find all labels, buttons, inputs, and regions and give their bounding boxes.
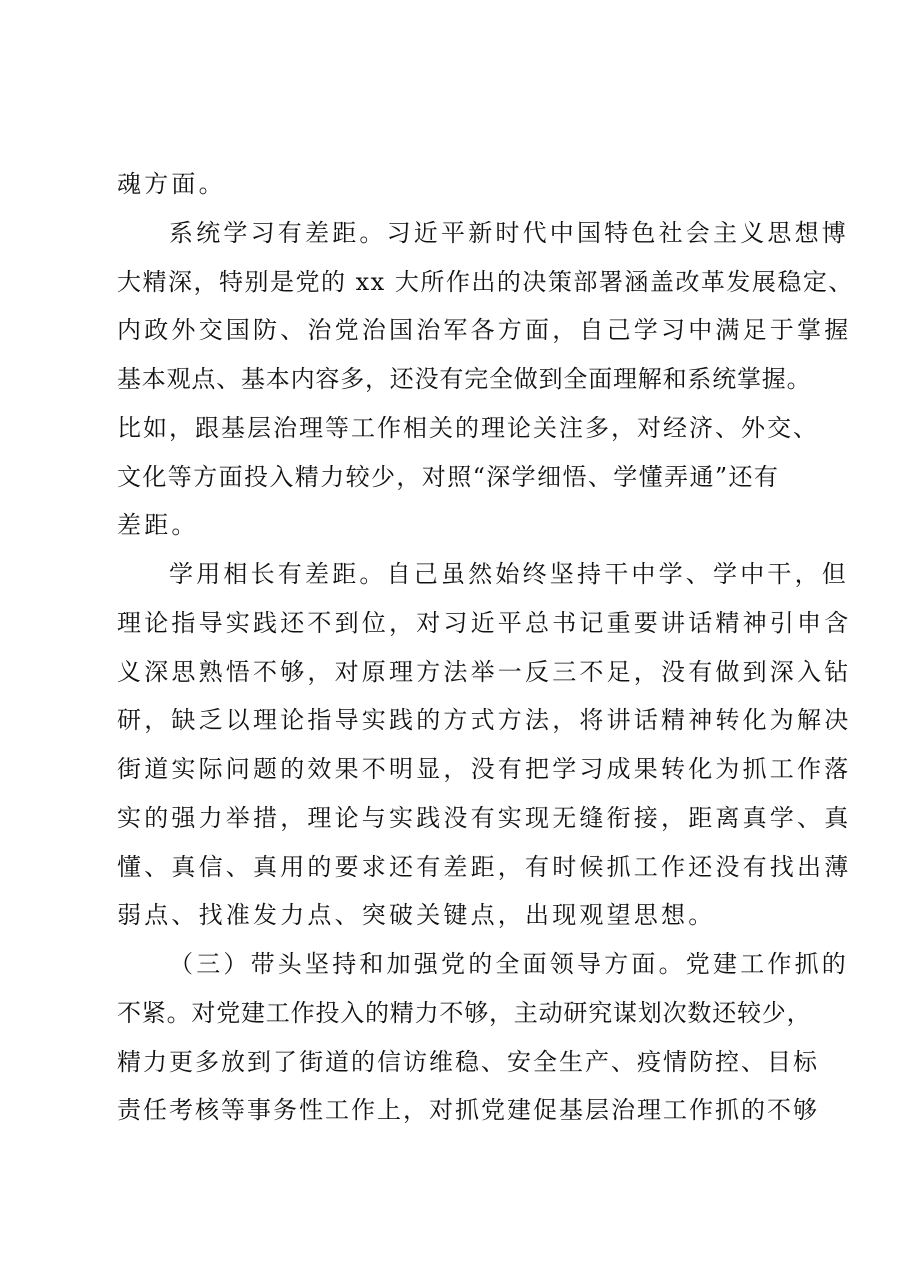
text-line: 理论指导实践还不到位，对习近平总书记重要讲话精神引申含 <box>117 608 852 637</box>
text-line: 文化等方面投入精力较少，对照“深学细悟、学懂弄通”还有 <box>117 462 780 491</box>
text-line: 基本观点、基本内容多，还没有完全做到全面理解和系统掌握。 <box>117 365 812 393</box>
text-line: 责任考核等事务性工作上，对抓党建促基层治理工作抓的不够 <box>117 1096 819 1125</box>
text-line: 大精深，特别是党的 xx 大所作出的决策部署涵盖改革发展稳定、 <box>117 267 854 296</box>
text-line: 精力更多放到了街道的信访维稳、安全生产、疫情防控、目标 <box>117 1047 819 1076</box>
text-line: 弱点、找准发力点、突破关键点，出现观望思想。 <box>117 901 716 930</box>
text-line: 魂方面。 <box>117 170 226 198</box>
text-line: 懂、真信、真用的要求还有差距，有时候抓工作还没有找出薄 <box>117 852 852 881</box>
document-body <box>117 160 854 1135</box>
text-line: 内政外交国防、治党治国治军各方面，自己学习中满足于掌握 <box>117 316 852 345</box>
text-line: 不紧。对党建工作投入的精力不够，主动研究谋划次数还较少， <box>117 998 812 1027</box>
text-line: 实的强力举措，理论与实践没有实现无缝衔接，距离真学、真 <box>117 803 852 832</box>
text-line: 街道实际问题的效果不明显，没有把学习成果转化为抓工作落 <box>117 755 852 783</box>
text-line: 差距。 <box>117 511 199 540</box>
paragraph-start-line: 学用相长有差距。自己虽然始终坚持干中学、学中干，但 <box>169 560 849 588</box>
paragraph-start-line: 系统学习有差距。习近平新时代中国特色社会主义思想博 <box>169 218 849 247</box>
text-line: 比如，跟基层治理等工作相关的理论关注多，对经济、外交、 <box>117 413 819 442</box>
paragraph-start-line: （三）带头坚持和加强党的全面领导方面。党建工作抓的 <box>169 950 849 978</box>
text-line: 义深思熟悟不够，对原理方法举一反三不足，没有做到深入钻 <box>117 657 852 686</box>
text-line: 研，缺乏以理论指导实践的方式方法，将讲话精神转化为解决 <box>117 706 852 735</box>
